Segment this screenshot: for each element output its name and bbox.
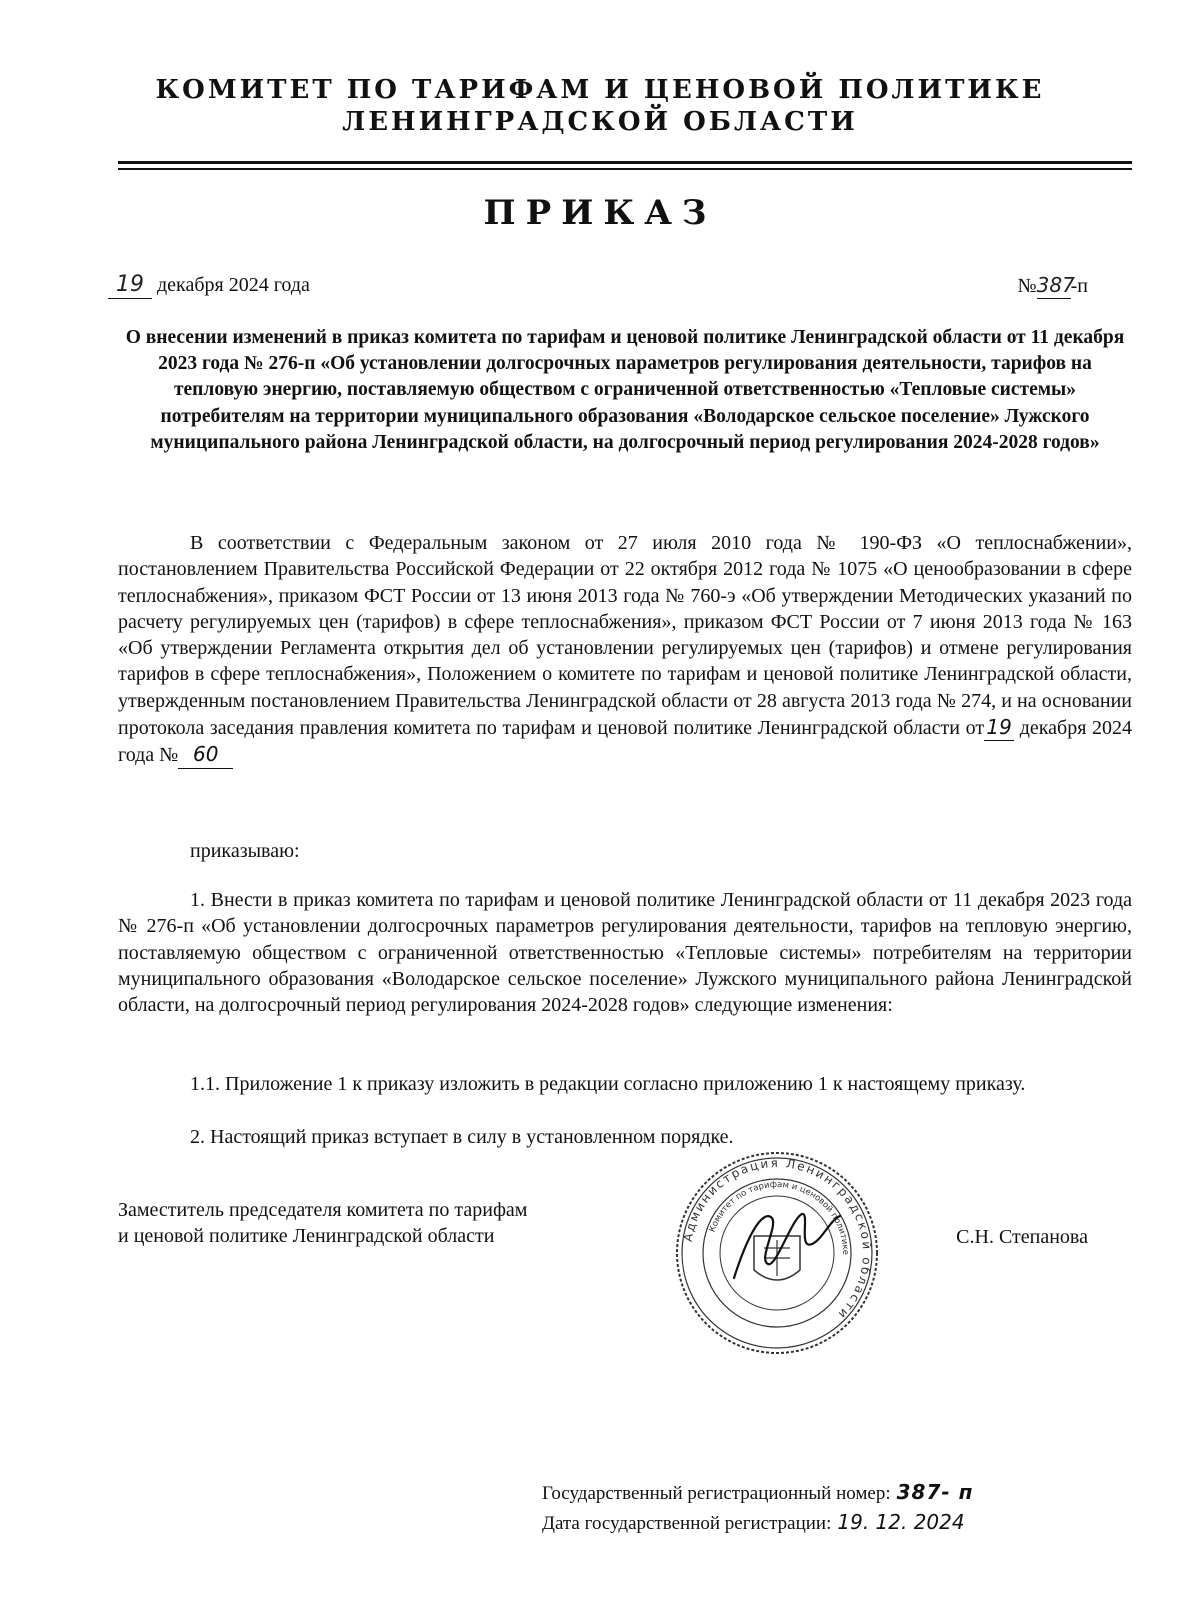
order-item-2: 2. Настоящий приказ вступает в силу в установленном порядке. [190, 1126, 734, 1148]
signatory-position [118, 1197, 527, 1249]
preamble-text: В соответствии с Федеральным законом от 27 июля 2010 года № 190-ФЗ «О теплоснабжении», постановлением Правительства Российской Федерации от 22 октября 2012 года № 1075 «О ценообразовании в сфере теплоснабжения», приказом ФСТ России от 13 июня 2013 года № 760-э «Об утверждении Методических указаний по расчету регулируемых цен (тарифов) в сфере теплоснабжения», приказом ФСТ России от 7 июня 2013 года № 163 «Об утверждении Регламента открытия дел об установлении регулируемых цен (тарифов) и отмене регулирования тарифов в сфере теплоснабжения», Положением о комитете по тарифам и ценовой политике Ленинградской области, утвержденным постановлением Правительства Ленинградской области от 28 августа 2013 года № 274, и на основании протокола заседания правления комитета по тарифам и ценовой политике Ленинградской области от [118, 532, 1132, 740]
handwritten-signature [734, 1214, 840, 1278]
signatory-name: С.Н. Степанова [956, 1226, 1088, 1248]
position-line2: и ценовой политике Ленинградской области [118, 1225, 495, 1247]
registration-number-value: 387- п [896, 1480, 974, 1504]
document-date [108, 272, 310, 299]
seal-outer-text: Администрация Ленинградской области [680, 1155, 875, 1323]
date-month-year: декабря 2024 года [157, 274, 310, 296]
header-divider-thick [118, 161, 1132, 164]
official-seal-stamp [672, 1148, 882, 1358]
registration-date-value: 19. 12. 2024 [837, 1510, 965, 1534]
document-subject: О внесении изменений в приказ комитета по тарифам и ценовой политике Ленинградской области от 11 декабря 2023 года № 276-п «Об установлении долгосрочных параметров регулирования деятельности, тарифов на тепловую энергию, поставляемую обществом с ограниченной ответственностью «Тепловые системы» потребителям на территории муниципального образования «Володарское сельское поселение» Лужского муниципального района Ленинградской области, на долгосрочный период регулирования 2024-2028 годов» [125, 327, 1125, 453]
registration-block [542, 1478, 973, 1538]
handwritten-protocol-number: 60 [178, 741, 233, 768]
preamble-paragraph [118, 530, 1132, 769]
registration-number-label: Государственный регистрационный номер: [542, 1483, 891, 1504]
handwritten-number-value: 387 [1036, 273, 1075, 297]
document-type-title: ПРИКАЗ [483, 193, 717, 233]
ordering-word: приказываю: [190, 840, 300, 862]
registration-date-label: Дата государственной регистрации: [542, 1513, 832, 1534]
handwritten-protocol-day: 19 [984, 714, 1014, 741]
protocol-date-text: декабря 2024 года № [118, 717, 1133, 767]
number-suffix: -п [1070, 275, 1088, 297]
registration-date-row [542, 1508, 973, 1538]
organization-name-line2: ЛЕНИНГРАДСКОЙ ОБЛАСТИ [342, 107, 858, 137]
document-number [1018, 272, 1088, 299]
organization-name-line1: КОМИТЕТ ПО ТАРИФАМ И ЦЕНОВОЙ ПОЛИТИКЕ [155, 75, 1045, 105]
seal-inner-text: Комитет по тарифам и ценовой политике [707, 1179, 851, 1256]
order-item-1: 1. Внести в приказ комитета по тарифам и ценовой политике Ленинградской области от 11 декабря 2023 года № 276-п «Об установлении долгосрочных параметров регулирования деятельности, тарифов на тепловую энергию, поставляемую обществом с ограниченной ответственностью «Тепловые системы» потребителям на территории муниципального образования «Володарское сельское поселение» Лужского муниципального района Ленинградской области, на долгосрочный период регулирования 2024-2028 годов» следующие изменения: [118, 889, 1132, 1017]
position-line1: Заместитель председателя комитета по тарифам [118, 1199, 528, 1221]
order-item-1-1: 1.1. Приложение 1 к приказу изложить в редакции согласно приложению 1 к настоящему приказу. [190, 1073, 1026, 1095]
svg-text:Комитет по тарифам и ценовой п [708, 1180, 850, 1255]
number-prefix: № [1017, 275, 1037, 297]
header-divider-thin [118, 168, 1132, 170]
handwritten-date-day: 19 [108, 272, 152, 299]
registration-number-row [542, 1478, 973, 1508]
